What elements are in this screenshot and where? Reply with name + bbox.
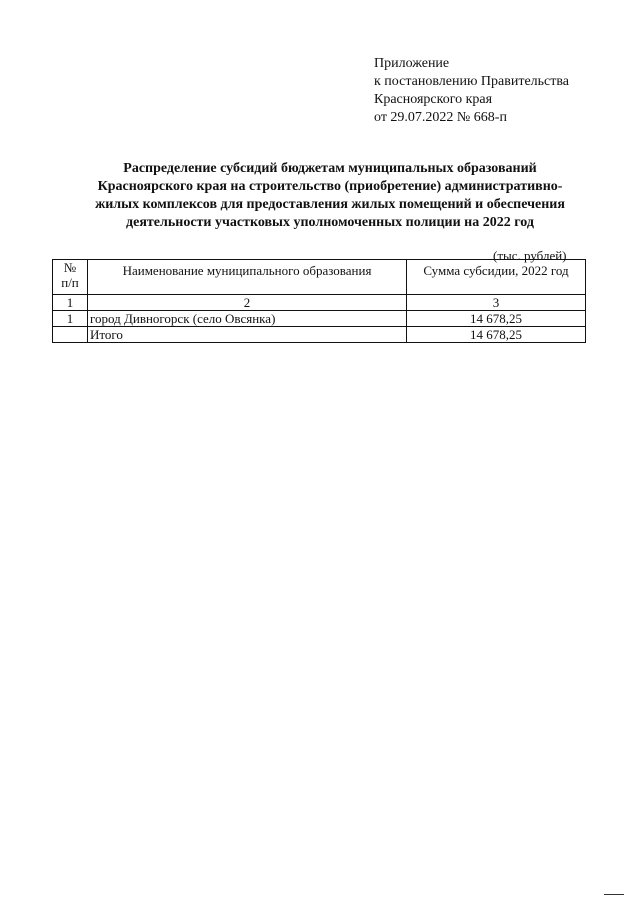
index-cell-2: 2 <box>88 295 407 311</box>
title-line-4: деятельности участковых уполномоченных полиции на 2022 год <box>126 215 534 230</box>
header-number-line-2: п/п <box>61 275 79 290</box>
header-amount: Сумма субсидии, 2022 год <box>407 260 586 295</box>
total-amount: 14 678,25 <box>407 327 586 343</box>
table-header-row <box>53 260 586 295</box>
header-name: Наименование муниципального образования <box>88 260 407 295</box>
title-line-1: Распределение субсидий бюджетам муниципальных образований <box>123 161 537 176</box>
index-cell-3: 3 <box>407 295 586 311</box>
page-corner-mark <box>604 894 624 895</box>
table-index-row <box>53 295 586 311</box>
units-label: (тыс. рублей) <box>493 248 567 263</box>
row-municipality: город Дивногорск (село Овсянка) <box>88 311 407 327</box>
appendix-line-1: Приложение <box>374 56 450 71</box>
subsidy-table <box>52 259 586 343</box>
title-line-3: жилых комплексов для предоставления жилых помещений и обеспечения <box>95 197 565 212</box>
header-number <box>53 260 88 295</box>
header-number-line-1: № <box>63 260 77 275</box>
appendix-line-2: к постановлению Правительства <box>374 74 570 89</box>
title-line-2: Красноярского края на строительство (приобретение) административно- <box>97 179 563 194</box>
appendix-block <box>374 55 569 127</box>
document-title <box>60 160 600 232</box>
table-total-row <box>53 327 586 343</box>
table-row <box>53 311 586 327</box>
total-number <box>53 327 88 343</box>
row-amount: 14 678,25 <box>407 311 586 327</box>
total-label: Итого <box>88 327 407 343</box>
appendix-line-3: Красноярского края <box>374 92 493 107</box>
index-cell-1: 1 <box>53 295 88 311</box>
row-number: 1 <box>53 311 88 327</box>
appendix-line-4: от 29.07.2022 № 668-п <box>374 110 507 125</box>
